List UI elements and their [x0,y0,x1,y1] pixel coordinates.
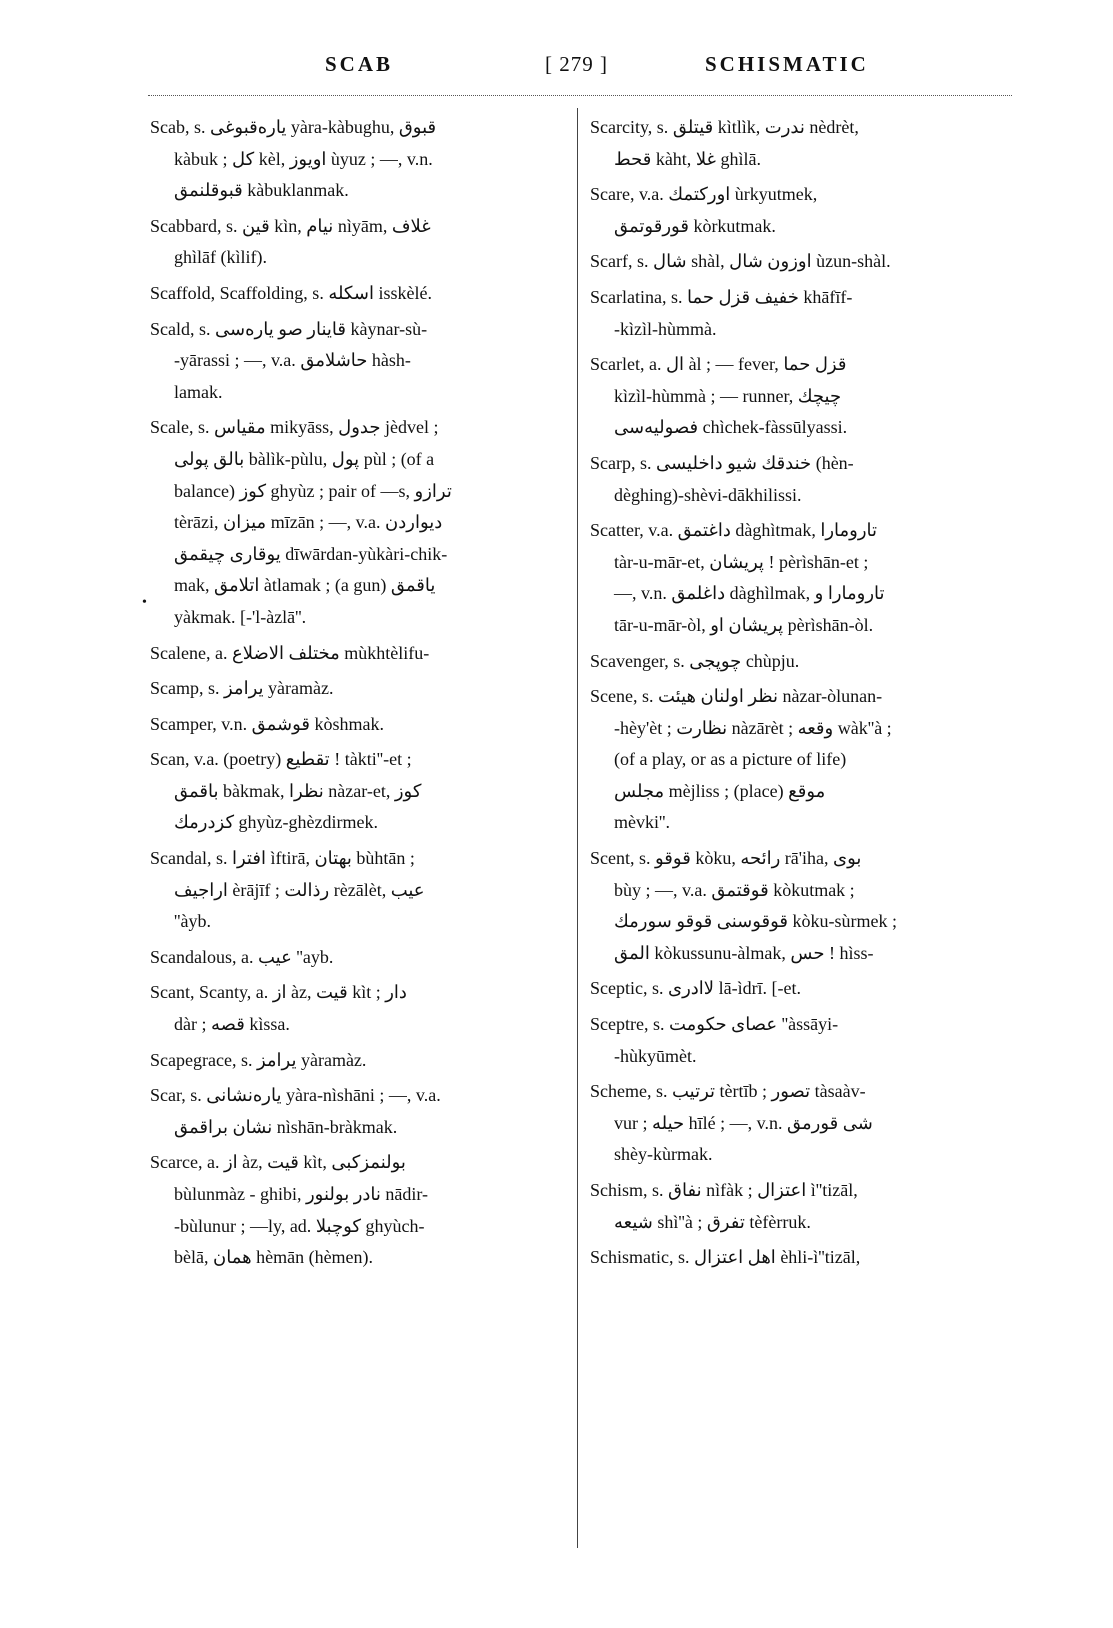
entry-continuation: kàbuk ; کل kèl, اویوز ùyuz ; —, v.n. [174,148,433,169]
entry-headline: Sceptic, s. لاادری lā-ìdrī. [-et. [590,978,802,999]
entry-headline: Scab, s. یاره‌قبوغی yàra-kàbughu, قبوق [150,117,437,137]
entry-continuation: dàr ; قصه kìssa. [174,1014,290,1035]
entry-continuation: —, v.n. داغلمق dàghìlmak, تارومارا و [614,583,885,604]
entry-continuation: mak, اتلامق àtlamak ; (a gun) یاقمق [174,575,436,596]
entry-continuation: yàkmak. [-'l-àzlā''. [174,606,307,627]
entry-headline: Schism, s. نفاق nìfàk ; اعتزال ì''tizāl, [590,1180,858,1200]
entry-continuation: -bùlunur ; —ly, ad. کوچبلا ghyùch- [174,1215,425,1236]
dictionary-entry [590,646,1005,678]
entry-headline: Scapegrace, s. یرامز yàramàz. [150,1049,367,1070]
entry-headline: Scar, s. یاره‌نشانی yàra-nìshāni ; —, v.a. [150,1085,441,1106]
entry-continuation: اراجیف èrājīf ; رذالت rèzālèt, عیب [174,879,425,900]
entry-continuation: مجلس mèjliss ; (place) موقع [614,780,826,801]
entry-headline: Scamp, s. یرامز yàramàz. [150,678,334,699]
entry-continuation: -yārassi ; —, v.a. حاشلامق hàsh- [174,350,411,371]
entry-continuation: بالق پولی bàlìk-pùlu, پول pùl ; (of a [174,448,435,469]
entry-headline: Scandalous, a. عیب ''ayb. [150,946,334,967]
dictionary-entry [150,1045,565,1077]
dictionary-entry [590,1009,1005,1072]
entry-headline: Scavenger, s. چوپجی chùpju. [590,650,800,671]
entry-continuation: bùy ; —, v.a. قوقتمق kòkutmak ; [614,879,855,900]
dictionary-entry [150,942,565,974]
entry-continuation: باقمق bàkmak, نظرا nàzar-et, کوز [174,780,422,801]
entry-continuation: ghìlāf (kìlif). [174,247,267,268]
dictionary-entry [150,1080,565,1143]
entry-headline: Scent, s. قوقو kòku, رائحه rā'iha, بوی [590,848,862,869]
entry-headline: Scarlatina, s. خفیف قزل حما khāfīf- [590,286,853,307]
dictionary-entry [590,973,1005,1005]
column-divider [577,108,578,1548]
entry-continuation: نشان براقمق nìshān-bràkmak. [174,1116,398,1137]
left-column [150,112,565,1274]
entry-continuation: فصولیه‌سی chìchek-fàssūlyassi. [614,417,848,438]
entry-headline: Scene, s. نظر اولنان هیئت nàzar-òlunan- [590,686,883,707]
margin-mark: • [142,595,147,610]
entry-continuation: کزدرمك ghyùz-ghèzdirmek. [174,812,378,833]
entry-continuation: (of a play, or as a picture of life) [614,749,847,770]
entry-headline: Scale, s. مقیاس mikyāss, جدول jèdvel ; [150,417,439,438]
entry-headline: Scabbard, s. قین kìn, نیام nìyām, غلاف [150,215,431,236]
dictionary-entry [590,349,1005,444]
entry-continuation: dèghing)-shèvi-dākhilissi. [614,484,802,505]
entry-headline: Scarce, a. از àz, قیت kìt, بولنمزکبی [150,1152,406,1173]
right-column [590,112,1005,1274]
dictionary-entry [590,1076,1005,1171]
entry-continuation: قبوقلنمق kàbuklanmak. [174,180,349,201]
dictionary-entry [590,843,1005,969]
entry-headline: Scarf, s. شال shàl, اوزون شال ùzun-shàl. [590,251,891,272]
entry-continuation: tàr-u-mār-et, پریشان ! pèrìshān-et ; [614,551,869,572]
dictionary-entry [150,709,565,741]
entry-continuation: -hèy'èt ; نظارت nàzārèt ; وقعه wàk''à ; [614,717,892,738]
header-rule [148,95,1012,96]
entry-headline: Scamper, v.n. قوشمق kòshmak. [150,713,384,734]
entry-headline: Scant, Scanty, a. از àz, قیت kìt ; دار [150,982,407,1003]
dictionary-entry [150,211,565,274]
entry-continuation: shèy-kùrmak. [614,1144,713,1165]
dictionary-entry [590,179,1005,242]
entry-continuation: lamak. [174,381,223,402]
entry-continuation: قوقوسنی قوقو سورمك kòku-sùrmek ; [614,911,897,932]
dictionary-entry [590,112,1005,175]
dictionary-entry [590,1242,1005,1274]
dictionary-entry [590,1175,1005,1238]
entry-headline: Scheme, s. ترتیب tèrtīb ; تصور tàsaàv- [590,1081,866,1102]
entry-continuation: یوقاری چیقمق dīwārdan-yùkàri-chik- [174,543,448,564]
entry-headline: Scarp, s. خندقك شیو داخلیسی (hèn- [590,452,854,473]
entry-headline: Scandal, s. افترا ìftirā, بهتان bùhtān ; [150,848,415,869]
entry-continuation: vur ; حیله hīlé ; —, v.n. شی قورمق [614,1112,873,1133]
entry-continuation: bèlā, همان hèmān (hèmen). [174,1247,374,1268]
entry-continuation: -hùkyūmèt. [614,1045,697,1066]
header-first-headword: SCAB [325,52,394,76]
entry-headline: Scare, v.a. اورکتمك ùrkyutmek, [590,184,818,205]
dictionary-entry [590,282,1005,345]
entry-continuation: bùlunmàz - ghibi, نادر بولنور nādir- [174,1184,429,1204]
dictionary-entry [150,278,565,310]
page-number: [ 279 ] [545,52,608,76]
entry-continuation: kìzìl-hùmmà ; — runner, چیچك [614,385,842,406]
entry-continuation: tèrāzi, میزان mīzān ; —, v.a. دیواردن [174,512,443,533]
dictionary-entry [150,744,565,839]
dictionary-entry [590,448,1005,511]
entry-headline: Scan, v.a. (poetry) تقطیع ! tàkti''-et ; [150,749,412,770]
entry-headline: Scalene, a. مختلف الاضلاع mùkhtèlifu- [150,642,430,663]
entry-headline: Scald, s. قاینار صو یاره‌سی kàynar-sù- [150,318,428,339]
dictionary-entry [150,314,565,409]
entry-continuation: قحط kàht, غلا ghìlā. [614,148,761,169]
entry-headline: Scaffold, Scaffolding, s. اسکله isskèlé. [150,282,432,303]
dictionary-entry [150,673,565,705]
dictionary-entry [150,638,565,670]
entry-continuation: -kìzìl-hùmmà. [614,318,717,339]
header-last-headword: SCHISMATIC [705,52,869,76]
entry-continuation: المق kòkussunu-àlmak, حس ! hìss- [614,942,874,963]
page-header [150,52,1010,86]
dictionary-entry [590,246,1005,278]
dictionary-entry [150,1147,565,1273]
dictionary-entry [150,112,565,207]
entry-continuation: قورقوتمق kòrkutmak. [614,215,776,236]
dictionary-entry [590,681,1005,839]
entry-continuation: شیعه shì''à ; تفرق tèfèrruk. [614,1211,811,1232]
entry-continuation: ''àyb. [174,911,211,932]
entry-headline: Schismatic, s. اهل اعتزال èhli-ì''tizāl, [590,1247,861,1268]
dictionary-entry [150,843,565,938]
entry-continuation: tār-u-mār-òl, پریشان او pèrìshān-òl. [614,614,874,635]
dictionary-entry [150,412,565,633]
entry-headline: Scarcity, s. قیتلق kìtlìk, ندرت nèdrèt, [590,117,859,137]
entry-headline: Scarlet, a. ال àl ; — fever, قزل حما [590,354,847,375]
dictionary-entry [150,977,565,1040]
entry-continuation: mèvki''. [614,812,670,833]
dictionary-entry [590,515,1005,641]
entry-headline: Scatter, v.a. داغتمق dàghìtmak, تارومارا [590,520,878,541]
entry-continuation: balance) کوز ghyùz ; pair of —s, ترازو [174,480,452,501]
entry-headline: Sceptre, s. عصای حکومت ''àssāyi- [590,1014,839,1035]
